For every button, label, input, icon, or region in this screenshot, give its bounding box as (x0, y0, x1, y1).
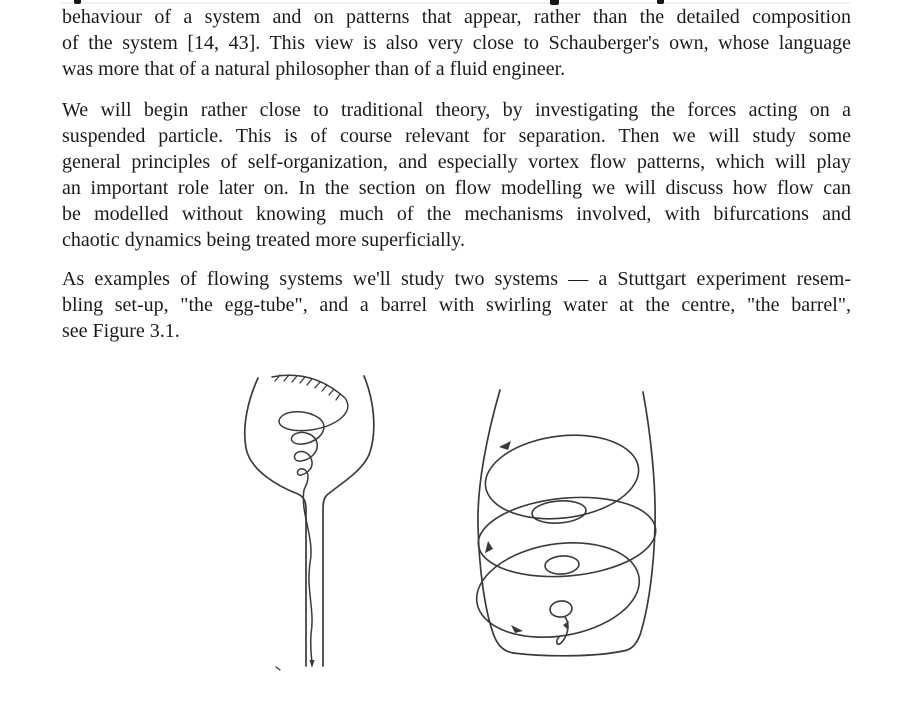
swirl-loops (470, 427, 659, 648)
text-line: suspended particle. This is of course relevant for separation. Then we will study some (62, 125, 851, 147)
text-line: As examples of flowing systems we'll study two systems — a Stuttgart experiment resem- (62, 268, 851, 290)
text-line: general principles of self-organization, and especially vortex flow patterns, which will play (62, 151, 851, 173)
swirl-tail (557, 617, 568, 644)
text-line: We will begin rather close to traditional theory, by investigating the forces acting on a (62, 99, 851, 121)
barrel-figure (455, 385, 670, 670)
flow-arrow-tip (310, 660, 315, 668)
paragraph-3 (62, 266, 851, 344)
pen-speck (276, 667, 280, 670)
egg-tube-outline-left (245, 378, 306, 666)
paragraph-1 (62, 4, 851, 82)
egg-tube-figure (235, 368, 405, 678)
text-line: chaotic dynamics being treated more superficially. (62, 229, 465, 251)
barrel-outline-left (478, 390, 513, 653)
text-line: behaviour of a system and on patterns that appear, rather than the detailed composition (62, 6, 851, 28)
text-line: was more that of a natural philosopher than of a fluid engineer. (62, 58, 566, 80)
barrel-outline-bottom (513, 651, 623, 656)
text-line: an important role later on. In the section on flow modelling we will discuss how flow can (62, 177, 851, 199)
barrel-outline-right (623, 392, 655, 651)
vortex-spiral (272, 375, 348, 665)
text-line: bling set-up, "the egg-tube", and a barrel with swirling water at the centre, "the barrel", (62, 294, 851, 316)
text-line: of the system [14, 43]. This view is also very close to Schauberger's own, whose language (62, 32, 851, 54)
text-line: see Figure 3.1. (62, 320, 180, 342)
rotation-arrows (485, 441, 569, 633)
paragraph-2 (62, 97, 851, 253)
egg-tube-outline-right (323, 376, 374, 666)
text-line: be modelled without knowing much of the mechanisms involved, with bifurcations and (62, 203, 851, 225)
